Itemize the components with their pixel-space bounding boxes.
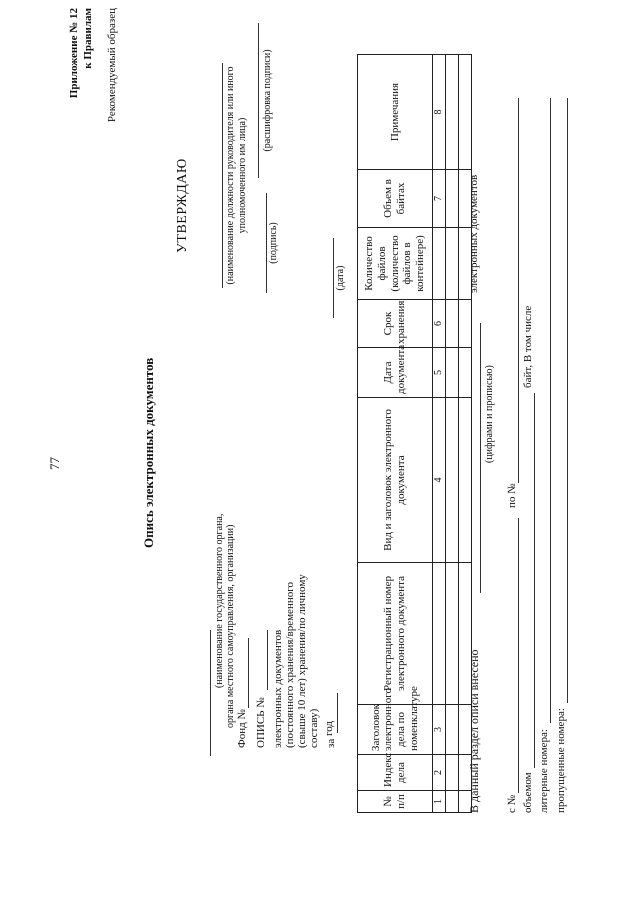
- col-header-notes: Примечания: [358, 55, 433, 170]
- signature-line: [266, 193, 267, 293]
- letter-numbers-line: [550, 98, 551, 723]
- year-line: [337, 693, 338, 733]
- col-number-blank-1: [433, 563, 446, 705]
- to-number-line: [518, 98, 519, 483]
- date-line: [333, 238, 334, 318]
- approve-heading: УТВЕРЖДАЮ: [175, 158, 190, 253]
- col-header-index: Индекс дела: [358, 755, 433, 791]
- table-cell: [445, 791, 458, 813]
- col-header-bytes: Объем в байтах: [358, 170, 433, 228]
- col-header-reg-number: Регистрационный номер электронного документа: [358, 563, 433, 705]
- org-name-line: [210, 630, 211, 756]
- col-number-2: 2: [433, 755, 446, 791]
- recommended-sample: Рекомендуемый образец: [106, 8, 118, 123]
- col-number-1: 1: [433, 791, 446, 813]
- col-number-6: 6: [433, 300, 446, 348]
- document-title: Опись электронных документов: [141, 357, 156, 548]
- god-label: год: [323, 720, 335, 736]
- position-line: [222, 63, 223, 288]
- table-cell: [458, 300, 471, 348]
- position-caption: (наименование должности руководителя или иного уполномоченного им лица): [225, 66, 248, 285]
- table-cell: [458, 55, 471, 170]
- col-header-num: № п/п: [358, 791, 433, 813]
- table-cell: [445, 170, 458, 228]
- opis-desc-line3: (свыше 10 лет) хранения/по личному: [296, 574, 308, 748]
- table-cell: [445, 55, 458, 170]
- to-number-label: по №: [506, 483, 518, 508]
- table-header-row: [358, 55, 433, 813]
- table-cell: [445, 228, 458, 300]
- col-number-4: 4: [433, 398, 446, 563]
- decode-caption: (расшифровка подписи): [262, 49, 273, 152]
- digits-caption: (цифрами и прописью): [484, 365, 495, 463]
- edocs-label: электронных документов: [468, 174, 480, 293]
- table-cell: [445, 300, 458, 348]
- appendix-line2: к Правилам: [82, 8, 94, 69]
- opis-line: [267, 630, 268, 690]
- col-header-retention: Срок хранения: [358, 300, 433, 348]
- inventory-table: [357, 54, 472, 813]
- decode-line: [258, 23, 259, 178]
- page-number: 77: [47, 457, 62, 470]
- col-number-7: 7: [433, 170, 446, 228]
- col-number-5: 5: [433, 348, 446, 398]
- volume-line: [534, 393, 535, 768]
- opis-desc-line1: электронных документов: [272, 629, 284, 748]
- signature-caption: (подпись): [268, 222, 279, 264]
- table-cell: [445, 348, 458, 398]
- col-header-doc-title: Вид и заголовок электронного документа: [358, 398, 433, 563]
- org-caption-line2: органа местного самоуправления, организации): [225, 524, 236, 728]
- table-cell: [445, 398, 458, 563]
- table-cell: [458, 398, 471, 563]
- org-caption-line1: (наименование государственного органа,: [214, 513, 225, 688]
- opis-desc-line4: составу): [308, 708, 320, 748]
- za-label: за: [325, 738, 337, 748]
- col-number-8: 8: [433, 55, 446, 170]
- table-cell: [445, 563, 458, 705]
- table-cell: [445, 705, 458, 755]
- bytes-including-label: байт, В том числе: [522, 305, 534, 388]
- table-cell: [458, 348, 471, 398]
- section-entered-label: В данный раздел описи внесено: [467, 649, 481, 813]
- from-number-label: с №: [506, 794, 518, 813]
- table-number-row: [433, 55, 446, 813]
- appendix-line1: Приложение № 12: [68, 8, 80, 99]
- fond-line: [248, 638, 249, 708]
- date-caption: (дата): [335, 265, 346, 291]
- letter-numbers-label: литерные номера:: [538, 729, 550, 813]
- missed-numbers-line: [567, 98, 568, 703]
- table-row: [445, 55, 458, 813]
- col-header-doc-date: Дата документа: [358, 348, 433, 398]
- missed-numbers-label: пропущенные номера:: [555, 708, 567, 813]
- col-header-case-title: Заголовок электронного дела по номенклатуре: [358, 705, 433, 755]
- from-number-line: [518, 518, 519, 793]
- count-line: [480, 323, 481, 593]
- table-cell: [445, 755, 458, 791]
- opis-label: ОПИСЬ №: [255, 697, 267, 748]
- col-number-3: 3: [433, 705, 446, 755]
- col-number-blank-2: [433, 228, 446, 300]
- col-header-file-count: Количество файлов (количество файлов в контейнере): [358, 228, 433, 300]
- opis-desc-line2: (постоянного хранения/временного: [284, 582, 296, 748]
- volume-label: объемом: [522, 772, 534, 813]
- fond-label: Фонд №: [236, 709, 248, 748]
